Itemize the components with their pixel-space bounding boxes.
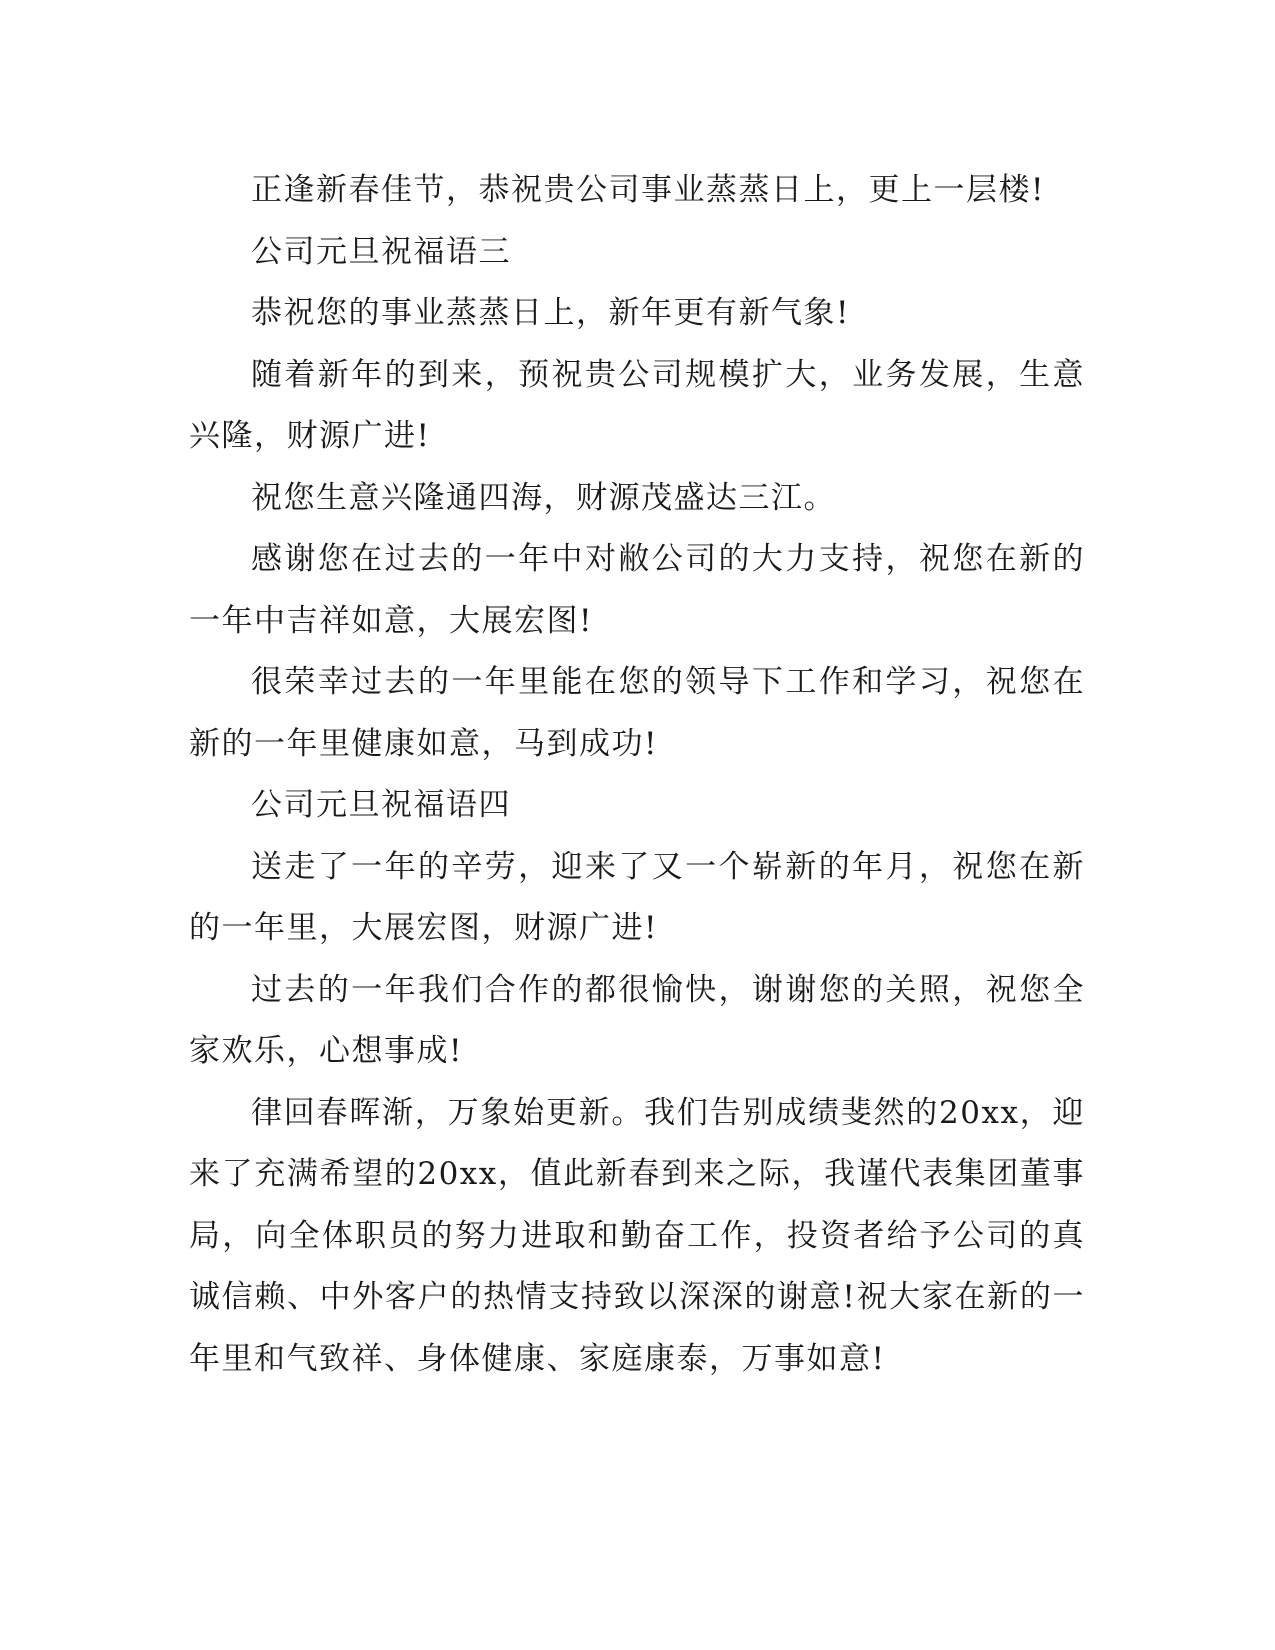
paragraph: 过去的一年我们合作的都很愉快，谢谢您的关照，祝您全家欢乐，心想事成! bbox=[189, 971, 1085, 1069]
paragraph: 恭祝您的事业蒸蒸日上，新年更有新气象! bbox=[251, 295, 850, 331]
paragraph: 感谢您在过去的一年中对敝公司的大力支持，祝您在新的一年中吉祥如意，大展宏图! bbox=[189, 541, 1085, 639]
paragraph: 很荣幸过去的一年里能在您的领导下工作和学习，祝您在新的一年里健康如意，马到成功! bbox=[189, 664, 1085, 762]
paragraph: 律回春晖渐，万象始更新。我们告别成绩斐然的20xx，迎来了充满希望的20xx，值此新春到来之际，我谨代表集团董事局，向全体职员的努力进取和勤奋工作，投资者给予公司的真诚信赖、中外客户的热情支持致以深深的谢意!祝大家在新的一年里和气致祥、身体健康、家庭康泰，万事如意! bbox=[189, 1094, 1085, 1377]
section-heading: 公司元旦祝福语三 bbox=[251, 233, 511, 270]
document-body bbox=[189, 160, 1085, 1390]
paragraph: 随着新年的到来，预祝贵公司规模扩大，业务发展，生意兴隆，财源广进! bbox=[189, 356, 1085, 454]
section-heading: 公司元旦祝福语四 bbox=[251, 787, 511, 823]
paragraph: 送走了一年的辛劳，迎来了又一个崭新的年月，祝您在新的一年里，大展宏图，财源广进! bbox=[189, 848, 1085, 946]
paragraph: 祝您生意兴隆通四海，财源茂盛达三江。 bbox=[251, 479, 836, 516]
paragraph: 正逢新春佳节，恭祝贵公司事业蒸蒸日上，更上一层楼! bbox=[251, 172, 1045, 208]
